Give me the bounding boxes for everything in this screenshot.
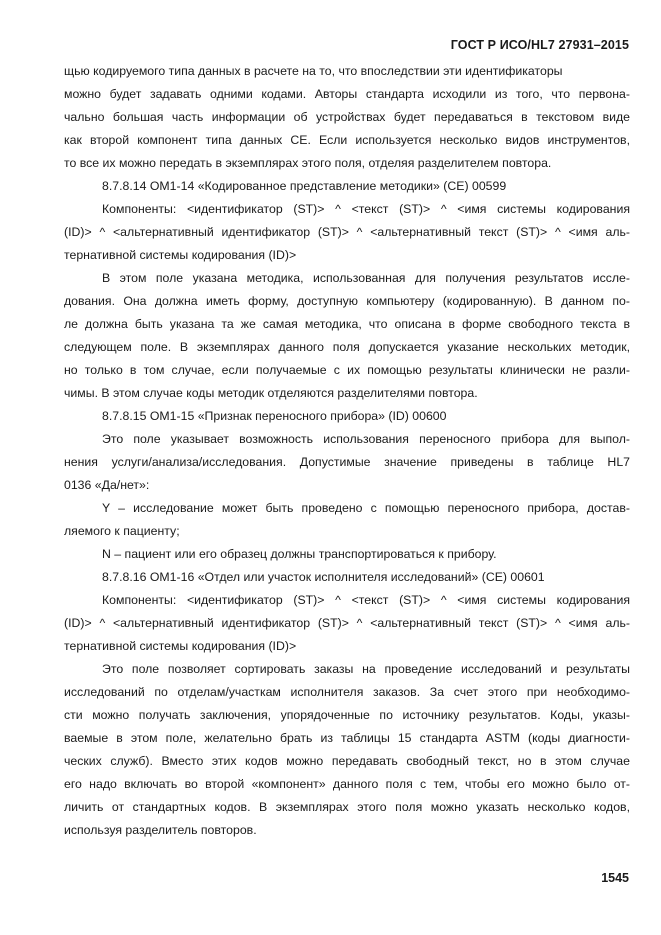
text-line: но только в том случае, если получаемые с их помощью результаты клинически не разли- bbox=[64, 363, 630, 377]
text-line: Y – исследование может быть проведено с помощью переносного прибора, достав- bbox=[102, 501, 630, 515]
text-line: тернативной системы кодирования (ID)> bbox=[64, 248, 297, 262]
text-line: сти можно получать заключения, упорядоченные по источнику результатов. Коды, указы- bbox=[64, 708, 630, 722]
text-line: щью кодируемого типа данных в расчете на то, что впоследствии эти идентификаторы bbox=[64, 64, 563, 78]
text-line: Это поле позволяет сортировать заказы на проведение исследований и результаты bbox=[102, 662, 630, 676]
document-header: ГОСТ Р ИСО/HL7 27931–2015 bbox=[450, 38, 629, 52]
text-line: как второй компонент типа данных CE. Если используется несколько видов инструментов, bbox=[64, 133, 630, 147]
text-line: дования. Она должна иметь форму, доступную компьютеру (кодированную). В данном по- bbox=[64, 294, 630, 308]
page-number: 1545 bbox=[601, 871, 629, 885]
text-line: (ID)> ^ <альтернативный идентификатор (ST)> ^ <альтернативный текст (ST)> ^ <имя аль- bbox=[64, 225, 630, 239]
text-line: исследований по отделам/участкам исполнителя заказов. За счет этого при необходимо- bbox=[64, 685, 630, 699]
text-line: следующем поле. В экземплярах данного поля допускается указание нескольких методик, bbox=[64, 340, 630, 354]
text-line: (ID)> ^ <альтернативный идентификатор (ST)> ^ <альтернативный текст (ST)> ^ <имя аль- bbox=[64, 616, 630, 630]
text-line: чально большая часть информации об устройствах будет передаваться в текстовом виде bbox=[64, 110, 630, 124]
text-line: Это поле указывает возможность использования переносного прибора для выпол- bbox=[102, 432, 630, 446]
text-line: чимы. В этом случае коды методик отделяются разделителями повтора. bbox=[64, 386, 478, 400]
text-line: тернативной системы кодирования (ID)> bbox=[64, 639, 297, 653]
section-heading-8-7-8-16: 8.7.8.16 OM1-16 «Отдел или участок исполнителя исследований» (CE) 00601 bbox=[102, 570, 545, 584]
text-line: Компоненты: <идентификатор (ST)> ^ <текст (ST)> ^ <имя системы кодирования bbox=[102, 593, 630, 607]
text-line: то все их можно передать в экземплярах этого поля, отделяя разделителем повтора. bbox=[64, 156, 552, 170]
text-line: 0136 «Да/нет»: bbox=[64, 478, 150, 492]
section-heading-8-7-8-14: 8.7.8.14 OM1-14 «Кодированное представление методики» (CE) 00599 bbox=[102, 179, 507, 193]
text-line: ляемого к пациенту; bbox=[64, 524, 180, 538]
text-line: можно будет задавать одними кодами. Авторы стандарта исходили из того, что первона- bbox=[64, 87, 630, 101]
text-line: нения услуги/анализа/исследования. Допустимые значение приведены в таблице HL7 bbox=[64, 455, 630, 469]
text-line: используя разделитель повторов. bbox=[64, 823, 257, 837]
text-line: ческих служб). Вместо этих кодов можно передавать свободный текст, но в этом случае bbox=[64, 754, 630, 768]
text-line: личить от стандартных кодов. В экземплярах этого поля можно указать несколько кодов, bbox=[64, 800, 630, 814]
text-line: N – пациент или его образец должны транспортироваться к прибору. bbox=[102, 547, 497, 561]
text-line: В этом поле указана методика, использованная для получения результатов иссле- bbox=[102, 271, 630, 285]
text-line: ваемые в этом поле, желательно брать из таблицы 15 стандарта ASTM (коды диагности- bbox=[64, 731, 630, 745]
text-line: Компоненты: <идентификатор (ST)> ^ <текст (ST)> ^ <имя системы кодирования bbox=[102, 202, 630, 216]
section-heading-8-7-8-15: 8.7.8.15 OM1-15 «Признак переносного прибора» (ID) 00600 bbox=[102, 409, 447, 423]
text-line: ле должна быть указана та же самая методика, что описана в форме свободного текста в bbox=[64, 317, 630, 331]
text-line: его надо включать во второй «компонент» данного поля с тем, чтобы его можно было от- bbox=[64, 777, 630, 791]
